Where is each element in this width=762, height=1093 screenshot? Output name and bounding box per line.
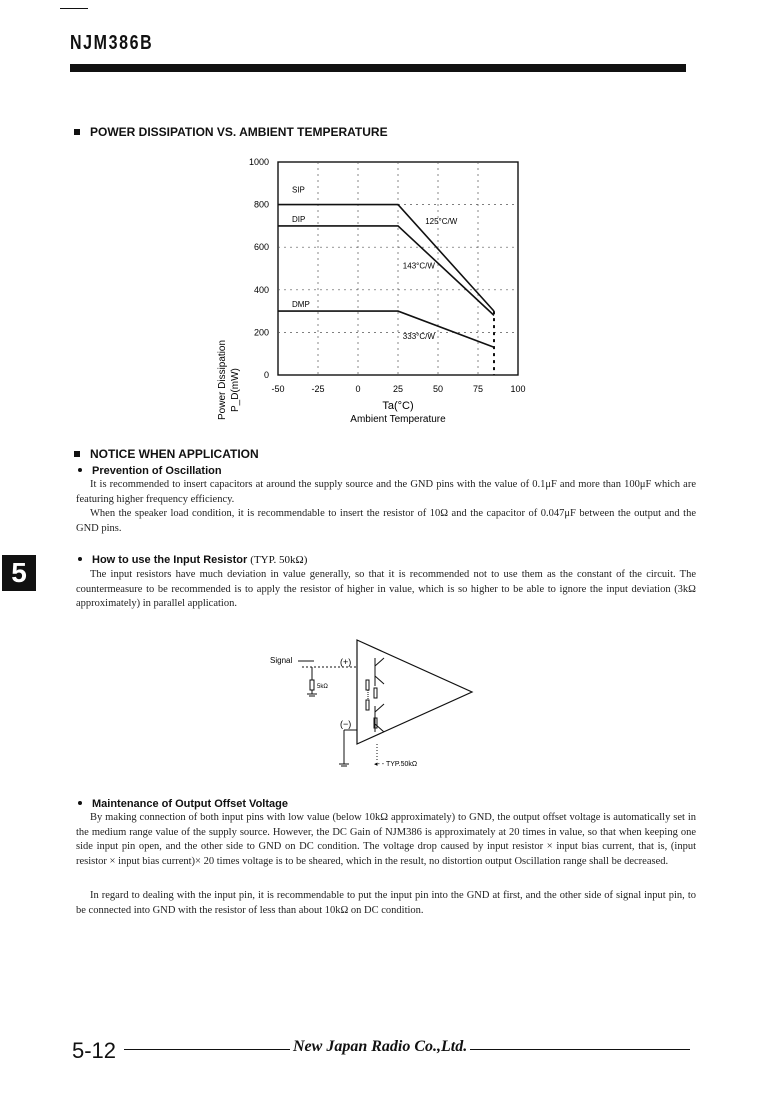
header-bar (70, 64, 686, 72)
chapter-tab: 5 (2, 555, 36, 591)
x-tick-label: -50 (271, 384, 285, 394)
signal-label: Signal (270, 656, 293, 665)
sub-title-input-resistor-note: (TYP. 50kΩ) (250, 554, 308, 566)
thermal-resistance-label: 125°C/W (425, 216, 458, 226)
chart-ticks (249, 157, 526, 394)
x-tick-label: 100 (510, 384, 526, 394)
sub-title-oscillation: Prevention of Oscillation (92, 465, 222, 477)
thermal-resistance-label: 333°C/W (402, 331, 435, 341)
sub-title-input-resistor: How to use the Input Resistor (92, 554, 248, 566)
paragraph-offset-1: By making connection of both input pins with low value (below 10kΩ approximately) to GND, the output offset voltage is automatically set in the medium range value of the supply source. However, the DC Gain of NJM386 is approximately at 20 times in value, so that when keeping one side input pin open, and the other side to GND on DC condition. The voltage drop caused by input resistor × input bias current, that is, (input resistor × input bias current)× 20 times voltage is to be sheared, which in the result, no distortion output Oscillation range shall be decreased. (76, 812, 696, 867)
paragraph-oscillation-2: When the speaker load condition, it is recommendable to insert the resistor of 10Ω and the capacitor of 0.047μF between the output and the GND pins. (76, 508, 696, 534)
x-tick-label: 25 (392, 384, 404, 394)
thermal-resistance-label: 143°C/W (402, 261, 435, 271)
square-bullet-icon (74, 129, 80, 135)
y-tick-label: 600 (253, 242, 269, 253)
x-axis-label-2: Ambient Temperature (350, 414, 446, 425)
x-tick-label: 50 (432, 384, 444, 394)
series-label-sip: SIP (292, 185, 305, 195)
y-axis-unit-label: P_D(mW) (230, 368, 241, 412)
sub-heading-input-resistor (78, 554, 307, 566)
plus-input-label: (+) (340, 657, 352, 667)
chart-series (278, 186, 494, 348)
resistor-5k (310, 680, 314, 690)
y-tick-label: 800 (253, 199, 269, 210)
series-line-sip (278, 205, 494, 312)
page-number: 5-12 (72, 1038, 117, 1063)
section-power-heading (74, 125, 388, 139)
x-tick-label: 0 (355, 384, 361, 394)
paragraph-oscillation-1: It is recommended to insert capacitors at around the supply source and the GND pins with the value of 0.1μF and more than 100μF which are featuring higher frequency efficiency. (76, 479, 696, 505)
part-number-title: NJM386B (70, 32, 154, 54)
series-line-dmp (278, 311, 494, 347)
series-line-dip (278, 226, 494, 315)
sub-heading-oscillation (78, 465, 222, 477)
series-label-dmp: DMP (292, 300, 310, 310)
section-power-title: POWER DISSIPATION VS. AMBIENT TEMPERATURE (90, 125, 388, 139)
x-tick-label: 75 (472, 384, 484, 394)
section-notice-title: NOTICE WHEN APPLICATION (90, 447, 259, 461)
x-tick-label: -25 (311, 384, 325, 394)
footer-rule-right (470, 1049, 690, 1050)
paragraph-offset-2: In regard to dealing with the input pin, it is recommendable to put the input pin into the GND at first, and the other side of signal input pin, to be connected into GND with the resistor of less than about 10kΩ on DC condition. (76, 890, 696, 916)
footer-rule-left (124, 1049, 290, 1050)
sub-title-offset: Maintenance of Output Offset Voltage (92, 798, 288, 810)
bullet-dot-icon (78, 468, 82, 472)
sub-heading-offset (78, 798, 288, 810)
bullet-dot-icon (78, 557, 82, 561)
section-notice-heading (74, 447, 259, 461)
power-dissipation-chart (200, 150, 540, 440)
y-axis-label: Power Dissipation (217, 339, 228, 420)
square-bullet-icon (74, 451, 80, 457)
y-tick-label: 1000 (248, 157, 269, 167)
typ-arrow-label: ◂- - TYP.50kΩ (374, 761, 418, 768)
y-tick-label: 200 (253, 327, 269, 338)
bullet-dot-icon (78, 801, 82, 805)
paragraph-input-resistor: The input resistors have much deviation in value generally, so that it is recommended not to use them as the constant of the circuit. The countermeasure to be recommended is to apply the resistor of higher in value, which is so higher to be able to ignore the input deviation (3kΩ approximately) in parallel application. (76, 569, 696, 609)
series-label-dip: DIP (292, 214, 306, 224)
minus-input-label: (−) (340, 719, 352, 729)
x-axis-label: Ta(°C) (382, 400, 414, 412)
y-tick-label: 400 (253, 284, 269, 295)
top-rule (60, 8, 88, 9)
company-logo-text: New Japan Radio Co.,Ltd. (293, 1038, 468, 1055)
y-tick-label: 0 (263, 370, 269, 380)
resistor-5k-label: 5kΩ (317, 684, 328, 690)
input-circuit-diagram (262, 636, 492, 776)
